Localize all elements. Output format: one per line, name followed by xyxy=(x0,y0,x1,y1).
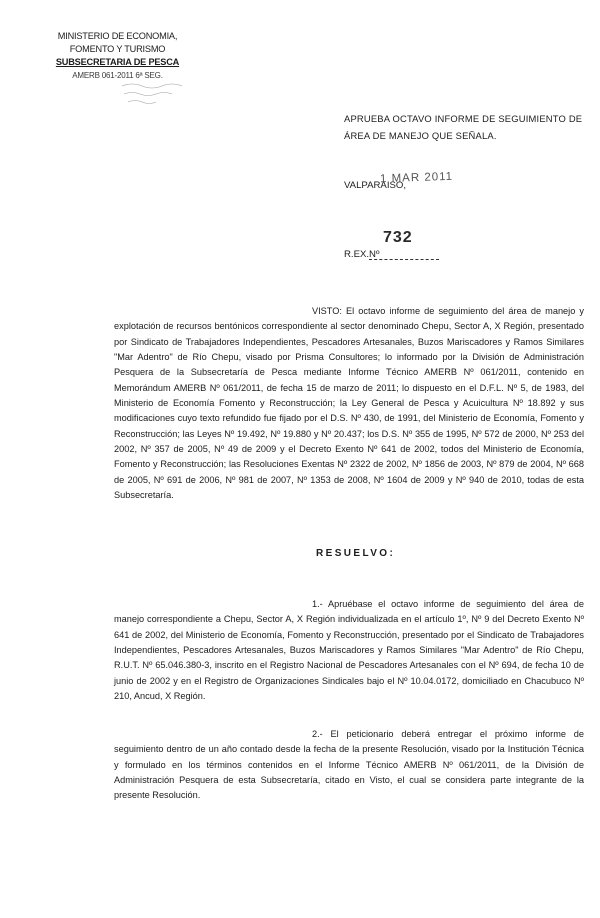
resolution-point-1 xyxy=(114,597,584,704)
place-label: VALPARAISO, xyxy=(344,180,407,191)
resolution-subject: APRUEBA OCTAVO INFORME DE SEGUIMIENTO DE ÁREA DE MANEJO QUE SEÑALA. xyxy=(344,113,583,141)
date-stamp: 1 MAR 2011 xyxy=(379,170,454,186)
ministry-line: MINISTERIO DE ECONOMIA, xyxy=(57,31,178,41)
resolution-point-2 xyxy=(114,727,584,804)
reference-code: AMERB 061-2011 6ª SEG. xyxy=(72,71,163,80)
ministry-header xyxy=(50,30,185,82)
point-2-text: 2.- El peticionario deberá entregar el próximo informe de seguimiento dentro de un año contado desde la fecha de la presente Resolución, visado por la Institución Técnica y formulado en los términos contenidos en el Informe Técnico AMERB Nº 061/2011, de la División de Administración Pesquera de esta Subsecretaría, citado en Visto, el cual se considera parte integrante de la presente Resolución. xyxy=(114,729,584,801)
resolution-label: R.EX.Nº xyxy=(344,249,380,260)
resuelvo-heading: RESUELVO: xyxy=(316,548,396,559)
resolution-number-line xyxy=(369,259,439,260)
visto-paragraph xyxy=(114,304,584,503)
visto-text: VISTO: El octavo informe de seguimiento del área de manejo y explotación de recursos bentónicos correspondiente al sector denominado Chepu, Sector A, X Región, presentado por Sindicato de Trabajadores Independientes, Pescadores Artesanales, Buzos Mariscadores y Ramos Similares "Mar Adentro" de Río Chepu, visado por Prisma Consultores; lo informado por la División de Administración Pesquera de la Subsecretaría de Pesca mediante Informe Técnico AMERB Nº 061/2011, contenido en Memorándum AMERB Nº 061/2011, de fecha 15 de marzo de 2011; lo dispuesto en el D.F.L. Nº 5, de 1983, del Ministerio de Economía Fomento y Reconstrucción; la Ley General de Pesca y Acuicultura Nº 18.892 y sus modificaciones cuyo texto refundido fue fijado por el D.S. Nº 430, de 1991, del Ministerio de Economía, Fomento y Reconstrucción; las Leyes Nº 19.492, Nº 19.880 y Nº 20.437; los D.S. Nº 355 de 1995, Nº 572 de 2000, Nº 253 del 2002, Nº 357 de 2005, Nº 49 de 2009 y el Decreto Exento Nº 641 de 2002, todos del Ministerio de Economía, Fomento y Reconstrucción; las Resoluciones Exentas Nº 2322 de 2002, Nº 1856 de 2003, Nº 879 de 2004, Nº 668 de 2005, Nº 691 de 2006, Nº 981 de 2007, Nº 1353 de 2008, Nº 1604 de 2009 y Nº 940 de 2010, todas de esta Subsecretaría. xyxy=(114,306,584,501)
subsecretaria-line: SUBSECRETARIA DE PESCA xyxy=(55,57,180,67)
seal-stamp-icon xyxy=(118,80,188,110)
point-1-text: 1.- Apruébase el octavo informe de seguimiento del área de manejo correspondiente a Chepu, Sector A, X Región individualizada en el artículo 1º, Nº 9 del Decreto Exento Nº 641 de 2002, del Ministerio de Economía, Fomento y Reconstrucción, presentado por el Sindicato de Trabajadores Independientes, Pescadores Artesanales, Buzos Mariscadores y Ramos Similares "Mar Adentro" de Río Chepu, R.U.T. Nº 65.046.380-3, inscrito en el Registro Nacional de Pescadores Artesanales con el Nº 694, de fecha 10 de junio de 2002 y en el Registro de Organizaciones Sindicales bajo el Nº 10.04.0172, domiciliado en Chacubuco Nº 210, Ancud, X Región. xyxy=(114,599,584,702)
ministry-subline: FOMENTO Y TURISMO xyxy=(69,44,166,54)
resolution-number: 732 xyxy=(383,229,413,246)
